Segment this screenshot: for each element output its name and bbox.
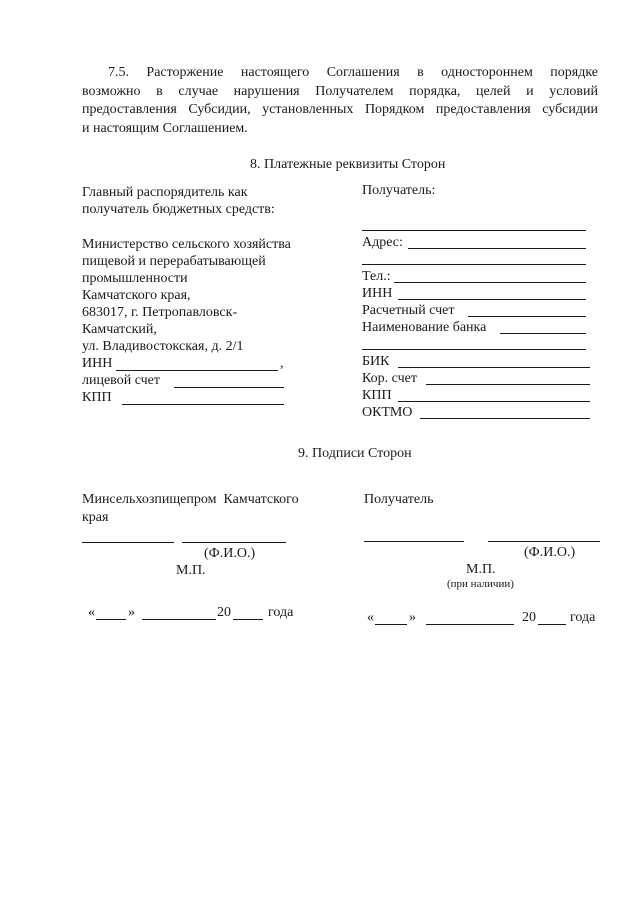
bank-name-label: Наименование банка bbox=[362, 320, 487, 335]
left-line: получатель бюджетных средств: bbox=[82, 202, 275, 217]
settlement-account-label: Расчетный счет bbox=[362, 303, 455, 318]
address-field bbox=[408, 248, 586, 249]
right-signature-field bbox=[364, 541, 464, 542]
recipient-label: Получатель: bbox=[362, 183, 436, 198]
left-name-field bbox=[182, 542, 286, 543]
left-line: Камчатского края, bbox=[82, 288, 191, 303]
clause-line: и настоящим Соглашением. bbox=[82, 120, 248, 136]
left-kpp-label: КПП bbox=[82, 390, 112, 405]
phone-label: Тел.: bbox=[362, 269, 391, 284]
left-signature-field bbox=[82, 542, 174, 543]
phone-field bbox=[394, 282, 586, 283]
corr-account-field bbox=[426, 384, 590, 385]
left-line: Главный распорядитель как bbox=[82, 185, 248, 200]
left-line: ул. Владивостокская, д. 2/1 bbox=[82, 339, 244, 354]
left-line: Министерство сельского хозяйства bbox=[82, 237, 291, 252]
address-blank-line bbox=[362, 264, 586, 265]
right-kpp-label: КПП bbox=[362, 388, 392, 403]
right-stamp-note: (при наличии) bbox=[447, 578, 514, 590]
right-year-field bbox=[538, 624, 566, 625]
left-year-word: года bbox=[268, 605, 294, 620]
right-name-field bbox=[488, 541, 600, 542]
section-9-title: 9. Подписи Сторон bbox=[298, 446, 412, 461]
bik-field bbox=[398, 367, 590, 368]
oktmo-label: ОКТМО bbox=[362, 405, 413, 420]
right-kpp-field bbox=[398, 401, 590, 402]
clause-7-5 bbox=[82, 64, 598, 138]
left-fio-label: (Ф.И.О.) bbox=[204, 546, 256, 561]
left-signatory-line1: Минсельхозпищепром Камчатского bbox=[82, 492, 299, 507]
left-account-field bbox=[174, 387, 284, 388]
left-line: 683017, г. Петропавловск- bbox=[82, 305, 238, 320]
right-fio-label: (Ф.И.О.) bbox=[524, 545, 576, 560]
left-year-field bbox=[233, 619, 263, 620]
left-account-label: лицевой счет bbox=[82, 373, 160, 388]
left-kpp-field bbox=[122, 404, 284, 405]
bank-blank-line bbox=[362, 349, 586, 350]
left-day-field bbox=[96, 619, 126, 620]
clause-line: предоставления Субсидии, установленных Порядком предоставления субсидии bbox=[82, 102, 598, 117]
left-date-close: » bbox=[128, 605, 135, 620]
bik-label: БИК bbox=[362, 354, 390, 369]
settlement-account-field bbox=[468, 316, 586, 317]
left-line: Камчатский, bbox=[82, 322, 157, 337]
recipient-blank-line bbox=[362, 230, 586, 231]
address-label: Адрес: bbox=[362, 235, 403, 250]
left-signatory-line2: края bbox=[82, 510, 109, 525]
right-date-open: « bbox=[367, 610, 374, 625]
right-signatory: Получатель bbox=[364, 492, 434, 507]
right-inn-field bbox=[398, 299, 586, 300]
left-month-field bbox=[142, 619, 216, 620]
bank-name-field bbox=[500, 333, 586, 334]
left-stamp-label: М.П. bbox=[176, 563, 206, 578]
right-year-word: года bbox=[570, 610, 596, 625]
left-inn-label: ИНН bbox=[82, 356, 113, 371]
left-inn-field bbox=[116, 370, 278, 371]
right-month-field bbox=[426, 624, 514, 625]
section-8-title: 8. Платежные реквизиты Сторон bbox=[250, 157, 446, 172]
right-year-prefix: 20 bbox=[522, 610, 536, 625]
left-inn-tail: , bbox=[280, 356, 284, 371]
corr-account-label: Кор. счет bbox=[362, 371, 417, 386]
right-date-close: » bbox=[409, 610, 416, 625]
left-year-prefix: 20 bbox=[217, 605, 231, 620]
clause-line: 7.5. Расторжение настоящего Соглашения в одностороннем порядке bbox=[108, 65, 598, 80]
left-date-open: « bbox=[88, 605, 95, 620]
oktmo-field bbox=[420, 418, 590, 419]
left-line: пищевой и перерабатывающей bbox=[82, 254, 266, 269]
right-inn-label: ИНН bbox=[362, 286, 393, 301]
right-stamp-label: М.П. bbox=[466, 562, 496, 577]
left-line: промышленности bbox=[82, 271, 188, 286]
clause-line: возможно в случае нарушения Получателем порядка, целей и условий bbox=[82, 83, 598, 99]
right-day-field bbox=[375, 624, 407, 625]
